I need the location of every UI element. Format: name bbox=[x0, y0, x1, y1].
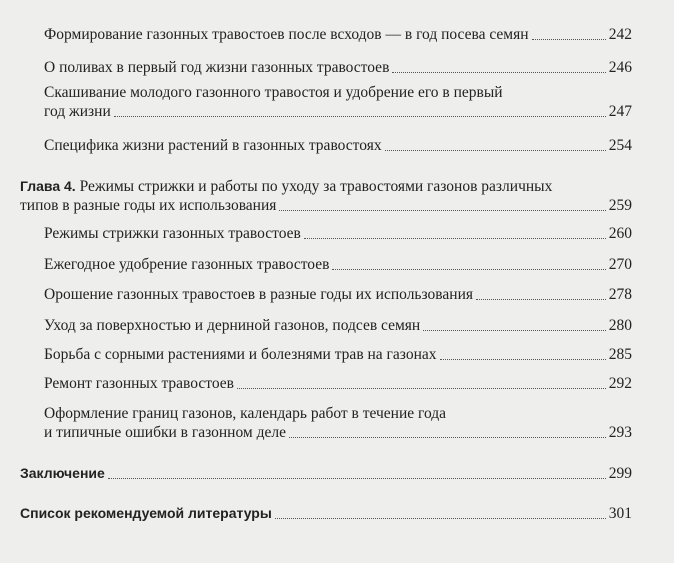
toc-page-number: 301 bbox=[608, 505, 632, 522]
toc-leader-dots bbox=[476, 299, 606, 300]
toc-leader-dots bbox=[440, 359, 606, 360]
toc-leader-dots bbox=[114, 116, 606, 117]
toc-entry bbox=[44, 345, 632, 364]
toc-entry-title-line1: Скашивание молодого газонного травостоя и удобрение его в первый bbox=[44, 84, 503, 101]
toc-entry-title: Ремонт газонных травостоев bbox=[44, 375, 234, 392]
toc-entry-title: Специфика жизни растений в газонных травостоях bbox=[44, 137, 382, 154]
toc-page-number: 260 bbox=[608, 225, 632, 242]
toc-entry-title-line1: Оформление границ газонов, календарь работ в течение года bbox=[44, 405, 447, 422]
toc-entry bbox=[44, 404, 632, 442]
toc-page-number: 254 bbox=[608, 137, 632, 154]
toc-leader-dots bbox=[385, 150, 606, 151]
toc-leader-dots bbox=[532, 39, 606, 40]
toc-entry-title: Орошение газонных травостоев в разные годы их использования bbox=[44, 286, 473, 303]
toc-leader-dots bbox=[423, 330, 606, 331]
toc-page-number: 246 bbox=[608, 59, 632, 76]
toc-leader-dots bbox=[279, 210, 605, 211]
toc-page-number: 247 bbox=[608, 103, 632, 120]
toc-leader-dots bbox=[304, 238, 606, 239]
toc-page-number: 270 bbox=[608, 256, 632, 273]
toc-entry bbox=[44, 58, 632, 77]
toc-entry-title: Уход за поверхностью и дерниной газонов, подсев семян bbox=[44, 317, 421, 334]
toc-entry-title: О поливах в первый год жизни газонных травостоев bbox=[44, 59, 390, 76]
toc-leader-dots bbox=[332, 269, 605, 270]
toc-leader-dots bbox=[275, 518, 606, 519]
toc-leader-dots bbox=[289, 437, 606, 438]
toc-page-number: 259 bbox=[608, 197, 632, 214]
toc-page-number: 292 bbox=[608, 375, 632, 392]
toc-page-number: 299 bbox=[608, 465, 632, 482]
toc-entry bbox=[44, 136, 632, 155]
toc-entry-title: Борьба с сорными растениями и болезнями трав на газонах bbox=[44, 346, 437, 363]
toc-entry-title: Заключение bbox=[20, 465, 105, 481]
chapter-label: Глава 4. bbox=[20, 178, 76, 194]
toc-entry bbox=[44, 25, 632, 44]
toc-chapter-entry bbox=[20, 177, 632, 215]
toc-page-number: 285 bbox=[608, 346, 632, 363]
toc-entry-title: Список рекомендуемой литературы bbox=[20, 505, 272, 521]
toc-entry-title-line1: Режимы стрижки и работы по уходу за травостоями газонов различных bbox=[79, 178, 553, 195]
toc-page-number: 280 bbox=[608, 317, 632, 334]
toc-entry bbox=[44, 224, 632, 243]
toc-entry bbox=[44, 83, 632, 121]
toc-entry-title-line2: типов в разные годы их использования bbox=[20, 197, 277, 214]
toc-page-number: 293 bbox=[608, 424, 632, 441]
toc-entry-title-line2: и типичные ошибки в газонном деле bbox=[44, 424, 286, 441]
toc-leader-dots bbox=[108, 478, 606, 479]
toc-entry bbox=[44, 285, 632, 304]
toc-leader-dots bbox=[392, 72, 605, 73]
toc-leader-dots bbox=[237, 388, 606, 389]
toc-entry-title-line2: год жизни bbox=[44, 103, 111, 120]
toc-entry-references bbox=[20, 504, 632, 523]
toc-entry bbox=[44, 316, 632, 335]
toc-entry-title: Режимы стрижки газонных травостоев bbox=[44, 225, 301, 242]
toc-entry-conclusion bbox=[20, 464, 632, 483]
toc-entry bbox=[44, 374, 632, 393]
toc-page-number: 242 bbox=[608, 26, 632, 43]
toc-page-number: 278 bbox=[608, 286, 632, 303]
toc-entry-title: Ежегодное удобрение газонных травостоев bbox=[44, 256, 330, 273]
toc-entry bbox=[44, 255, 632, 274]
toc-entry-title: Формирование газонных травостоев после всходов — в год посева семян bbox=[44, 26, 529, 43]
